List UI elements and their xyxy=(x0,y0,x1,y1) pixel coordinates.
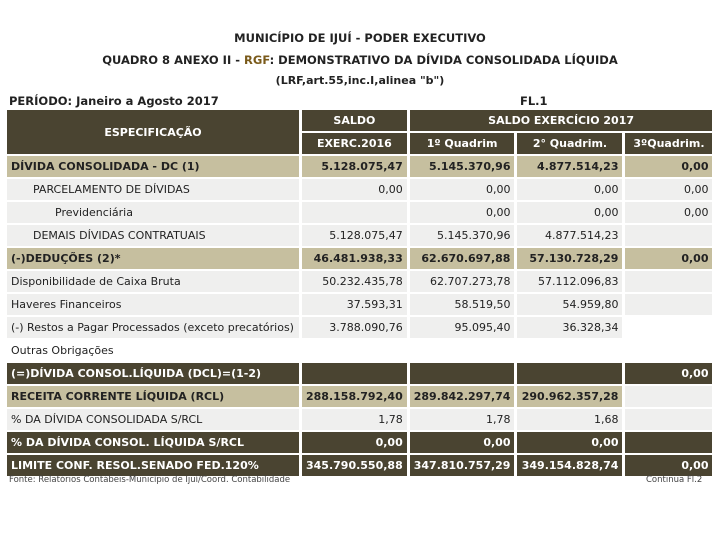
table-row xyxy=(7,432,712,455)
table-row xyxy=(7,340,712,363)
row-label: (-) Restos a Pagar Processados (exceto precatórios) xyxy=(7,317,299,340)
value-q2: 0,00 xyxy=(517,432,622,455)
value-q1: 62.670.697,88 xyxy=(410,248,515,271)
value-q2: 4.877.514,23 xyxy=(517,225,622,248)
value-q3 xyxy=(625,225,712,248)
value-exerc-2016: 37.593,31 xyxy=(302,294,407,317)
value-q2 xyxy=(517,340,622,363)
value-exerc-2016: 46.481.938,33 xyxy=(302,248,407,271)
row-label: Outras Obrigações xyxy=(7,340,299,363)
value-q2: 290.962.357,28 xyxy=(517,386,622,409)
col-q1: 1º Quadrim xyxy=(410,133,515,156)
value-q1: 0,00 xyxy=(410,432,515,455)
value-q3 xyxy=(625,340,712,363)
value-q2: 54.959,80 xyxy=(517,294,622,317)
row-label: % DA DÍVIDA CONSOL. LÍQUIDA S/RCL xyxy=(7,432,299,455)
value-q1: 5.145.370,96 xyxy=(410,225,515,248)
value-q1: 5.145.370,96 xyxy=(410,156,515,179)
value-exerc-2016: 1,78 xyxy=(302,409,407,432)
period-label: PERÍODO: Janeiro a Agosto 2017 xyxy=(9,94,219,108)
value-q1: 58.519,50 xyxy=(410,294,515,317)
row-label: LIMITE CONF. RESOL.SENADO FED.120% xyxy=(7,455,299,478)
row-label: Disponibilidade de Caixa Bruta xyxy=(7,271,299,294)
report-title: MUNICÍPIO DE IJUÍ - PODER EXECUTIVO xyxy=(234,31,486,45)
subtitle-rest: : DEMONSTRATIVO DA DÍVIDA CONSOLIDADA LÍQUIDA xyxy=(269,53,618,67)
value-q3: 0,00 xyxy=(625,248,712,271)
table-row xyxy=(7,363,712,386)
value-exerc-2016: 5.128.075,47 xyxy=(302,225,407,248)
value-q3 xyxy=(625,271,712,294)
table-row xyxy=(7,202,712,225)
table-row xyxy=(7,248,712,271)
table-row xyxy=(7,179,712,202)
table-row xyxy=(7,271,712,294)
value-q2: 0,00 xyxy=(517,179,622,202)
col-q3: 3ºQuadrim. xyxy=(625,133,712,156)
source-note: Fonte: Relatórios Contábeis-Município de Ijuí/Coord. Contabilidade xyxy=(9,475,291,485)
value-exerc-2016: 0,00 xyxy=(302,432,407,455)
row-label: DÍVIDA CONSOLIDADA - DC (1) xyxy=(7,156,299,179)
subtitle-rgf: RGF xyxy=(244,53,270,67)
value-q1: 0,00 xyxy=(410,179,515,202)
value-q2 xyxy=(517,363,622,386)
value-q1: 62.707.273,78 xyxy=(410,271,515,294)
value-q3: 0,00 xyxy=(625,455,712,478)
value-q3: 0,00 xyxy=(625,156,712,179)
value-q3: 0,00 xyxy=(625,202,712,225)
value-q3 xyxy=(625,432,712,455)
legal-reference: (LRF,art.55,inc.I,alinea "b") xyxy=(275,74,445,87)
value-exerc-2016: 0,00 xyxy=(302,179,407,202)
value-q3 xyxy=(625,386,712,409)
value-q1 xyxy=(410,340,515,363)
table-row xyxy=(7,156,712,179)
value-exerc-2016: 288.158.792,40 xyxy=(302,386,407,409)
value-q2: 1,68 xyxy=(517,409,622,432)
value-exerc-2016: 345.790.550,88 xyxy=(302,455,407,478)
row-label: Previdenciária xyxy=(7,202,299,225)
table-row xyxy=(7,317,712,340)
report-subtitle xyxy=(0,53,720,67)
value-q3: 0,00 xyxy=(625,179,712,202)
value-q2: 4.877.514,23 xyxy=(517,156,622,179)
row-label: PARCELAMENTO DE DÍVIDAS xyxy=(7,179,299,202)
value-q1: 347.810.757,29 xyxy=(410,455,515,478)
value-exerc-2016 xyxy=(302,202,407,225)
value-exerc-2016: 3.788.090,76 xyxy=(302,317,407,340)
col-saldo: SALDO xyxy=(302,110,407,133)
row-label: (-)DEDUÇÕES (2)* xyxy=(7,248,299,271)
value-q2: 57.130.728,29 xyxy=(517,248,622,271)
value-exerc-2016: 50.232.435,78 xyxy=(302,271,407,294)
row-label: DEMAIS DÍVIDAS CONTRATUAIS xyxy=(7,225,299,248)
table-row xyxy=(7,225,712,248)
table-row xyxy=(7,386,712,409)
value-q1: 289.842.297,74 xyxy=(410,386,515,409)
value-exerc-2016: 5.128.075,47 xyxy=(302,156,407,179)
value-exerc-2016 xyxy=(302,363,407,386)
value-q2: 0,00 xyxy=(517,202,622,225)
table-row xyxy=(7,409,712,432)
value-q2: 57.112.096,83 xyxy=(517,271,622,294)
row-label: (=)DÍVIDA CONSOL.LÍQUIDA (DCL)=(1-2) xyxy=(7,363,299,386)
value-q3: 0,00 xyxy=(625,363,712,386)
subtitle-prefix: QUADRO 8 ANEXO II - xyxy=(102,53,245,67)
value-q1 xyxy=(410,363,515,386)
table-row xyxy=(7,294,712,317)
value-q3 xyxy=(625,317,712,340)
row-label: RECEITA CORRENTE LÍQUIDA (RCL) xyxy=(7,386,299,409)
row-label: % DA DÍVIDA CONSOLIDADA S/RCL xyxy=(7,409,299,432)
page-number: FL.1 xyxy=(520,94,548,108)
row-label: Haveres Financeiros xyxy=(7,294,299,317)
header-row-1 xyxy=(7,110,712,133)
value-q2: 349.154.828,74 xyxy=(517,455,622,478)
continues-note: Continua Fl.2 xyxy=(646,475,703,485)
value-exerc-2016 xyxy=(302,340,407,363)
col-saldo-2017: SALDO EXERCÍCIO 2017 xyxy=(410,110,713,133)
value-q3 xyxy=(625,409,712,432)
value-q1: 95.095,40 xyxy=(410,317,515,340)
col-exerc-2016: EXERC.2016 xyxy=(302,133,407,156)
value-q1: 0,00 xyxy=(410,202,515,225)
col-especificacao: ESPECIFICAÇÃO xyxy=(7,110,299,156)
value-q3 xyxy=(625,294,712,317)
debt-table xyxy=(4,110,715,478)
value-q1: 1,78 xyxy=(410,409,515,432)
value-q2: 36.328,34 xyxy=(517,317,622,340)
col-q2: 2° Quadrim. xyxy=(517,133,622,156)
